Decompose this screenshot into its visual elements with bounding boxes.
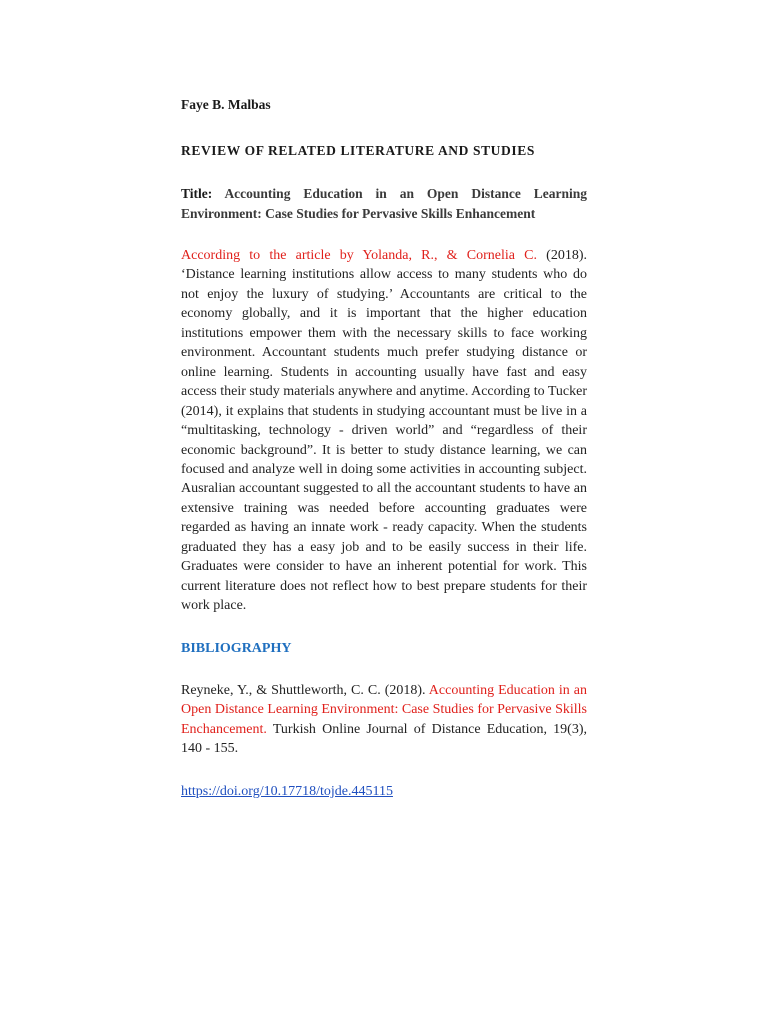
- doi-line: [181, 782, 587, 801]
- title-label: Title:: [181, 186, 213, 201]
- title-text: Accounting Education in an Open Distance Learning Environment: Case Studies for Pervasive Skills Enhancement: [181, 186, 587, 221]
- study-title: [181, 184, 587, 223]
- bib-source: Turkish Online Journal of Distance Education, 19(3), 140 - 155.: [181, 721, 588, 757]
- body-text: (2018). ‘Distance learning institutions allow access to many students who do not enjoy the luxury of studying.’ Accountants are critical to the economy globally, and it is important that the higher education institutions empower them with the necessary skills to face working environment. Accountant students much prefer studying distance or online learning. Students in accounting usually have fast and easy access their study materials anywhere and anytime. According to Tucker (2014), it explains that students in studying accountant must be live in a “multitasking, technology - driven world” and “regardless of their economic background”. It is better to study distance learning, we can focused and analyze well in doing some activities in accounting subject. Ausralian accountant suggested to all the accountant students to have an extensive training was needed before accounting graduates were regarded as having an innate work - ready capacity. When the students graduated they has a easy job and to be easily success in their life. Graduates were consider to have an inherent potential for work. This current literature does not reflect how to best prepare students for their work place.: [181, 248, 587, 614]
- section-heading: REVIEW OF RELATED LITERATURE AND STUDIES: [181, 143, 535, 158]
- body-intro-citation: According to the article by Yolanda, R., & Cornelia C.: [181, 248, 537, 263]
- document-page: [181, 96, 587, 801]
- bib-work-title: Accounting Education in an Open Distance Learning Environment: Case Studies for Pervasive Skills Enchancement.: [181, 682, 587, 737]
- author-name: Faye B. Malbas: [181, 97, 271, 112]
- bibliography-heading: BIBLIOGRAPHY: [181, 640, 292, 656]
- body-paragraph: [181, 246, 587, 616]
- doi-link[interactable]: https://doi.org/10.17718/tojde.445115: [181, 783, 393, 799]
- bib-authors: Reyneke, Y., & Shuttleworth, C. C. (2018).: [181, 682, 426, 698]
- bibliography-entry: [181, 681, 587, 759]
